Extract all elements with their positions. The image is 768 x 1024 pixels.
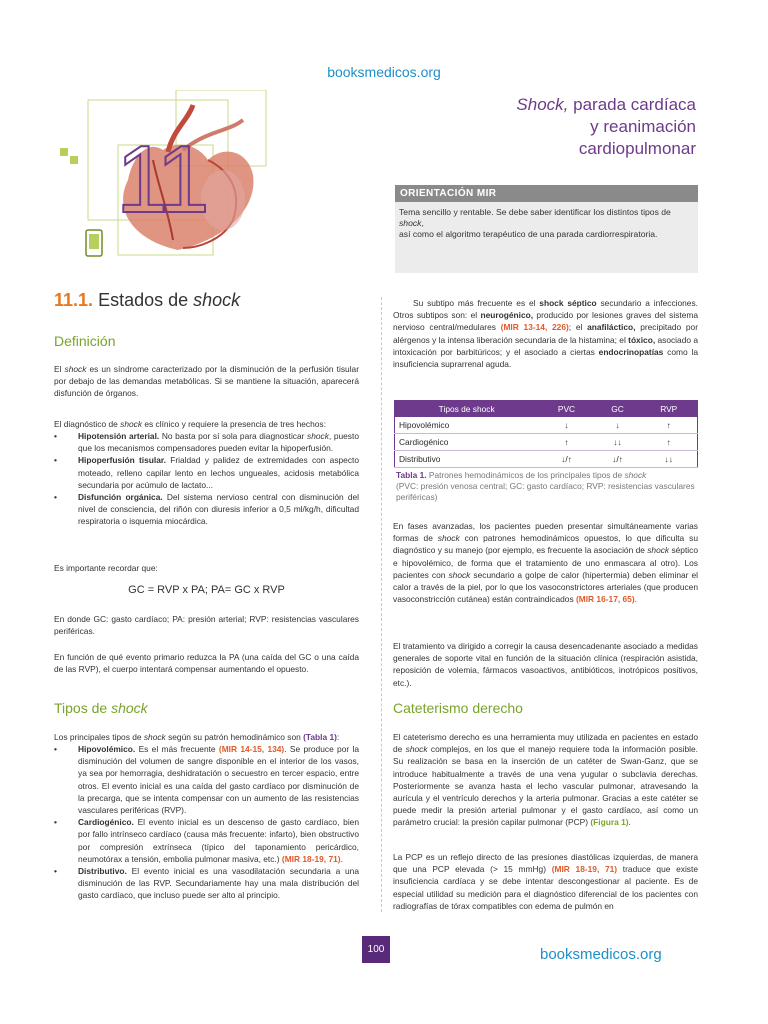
orientation-heading: ORIENTACIÓN MIR: [395, 185, 698, 202]
column-divider: [381, 297, 382, 912]
table-cell: ↓: [538, 417, 594, 434]
smartphone-icon: [86, 230, 102, 256]
fases-avanzadas: En fases avanzadas, los pacientes pueden presentar simultáneamente varias formas de shock con patrones hemodinámicos opuestos, lo que dificulta su diagnóstico y su manejo (por ejemplo, es frecuente la asociación de shock séptico e hipovolémico, de forma que el tratamiento de uno enmascara al otro). Los pacientes con shock secundario a golpe de calor (hipertermia) deben eliminar el calor a través de la piel, por lo que los vasoconstrictores arteriales (que producen vasoconstricción cutánea) están contraindicados (MIR 16-17, 65).: [393, 521, 698, 605]
definicion-p1: El shock es un síndrome caracterizado por la disminución de la perfusión tisular por debajo de las demandas metabólicas. Si se mantiene la situación, aparecerá disfunción de órganos.: [54, 364, 359, 399]
list-item: • Hipoperfusión tisular. Frialdad y palidez de extremidades con aspecto moteado, relleno capilar lento en lechos ungueales, acidosis metabólica secundaria por acúmulo de lactato...: [54, 454, 359, 491]
table-row: [395, 451, 698, 468]
heading-tipos: Tipos de shock: [54, 700, 148, 716]
formula: GC = RVP x PA; PA= GC x RVP: [128, 584, 285, 596]
table-row: [395, 434, 698, 451]
table-header: GC: [595, 401, 641, 418]
list-item: • Cardiogénico. El evento inicial es un descenso de gasto cardíaco, bien por fallo intrínseco cardíaco (causa más frecuente: infarto), bien obstructivo por compresión extrínseca (típico del taponamiento pericárdico, neumotórax a tensión, embolia pulmonar masiva, etc.) (MIR 18-19, 71).: [54, 816, 359, 865]
table-row: [395, 417, 698, 434]
table-caption: Tabla 1. Patrones hemodinámicos de los principales tipos de shock (PVC: presión venosa central; GC: gasto cardíaco; RVP: resistencias vasculares periféricas): [396, 470, 695, 502]
distributivo-continued: Su subtipo más frecuente es el shock séptico secundario a infecciones. Otros subtipos son: el neurogénico, producido por lesiones graves del sistema nervioso central/medulares (MIR 13-14, 226); el anafiláctico, precipitado por alérgenos y la intensa liberación secundaria de la histamina; el tóxico, asociado a intoxicación por barbitúricos; y el asociado a ciertas endocrinopatías como la insuficiencia suprarrenal aguda.: [393, 298, 699, 370]
list-item: • Distributivo. El evento inicial es una vasodilatación secundaria a una disminución de las RVP. Secundariamente hay una mala distribución del gasto cardíaco, que incluso puede ser alto al principio.: [54, 865, 359, 902]
definicion-bullets: [54, 430, 359, 528]
table-cell: ↑: [538, 434, 594, 451]
list-item: • Hipovolémico. Es el más frecuente (MIR 14-15, 134). Se produce por la disminución del volumen de sangre disponible en el interior de los vasos, ya sea por hemorragia, deshidratación o secuestro en tercer espacio, entre otros. El evento inicial es una caída del gasto cardíaco por disminución de la precarga, que se intenta compensar con un aumento de las resistencias vasculares periféricas (RVP).: [54, 743, 359, 816]
definicion-p5: En función de qué evento primario reduzca la PA (una caída del GC o una caída de las RVP), el cuerpo intentará compensar aumentando el opuesto.: [54, 652, 359, 675]
list-item: • Hipotensión arterial. No basta por sí sola para diagnosticar shock, puesto que los mecanismos compensadores pueden evitar la hipoperfusión.: [54, 430, 359, 454]
table-header: PVC: [538, 401, 594, 418]
heading-definicion: Definición: [54, 333, 116, 349]
definicion-p2: El diagnóstico de shock es clínico y requiere la presencia de tres hechos:: [54, 419, 326, 429]
tratamiento: El tratamiento va dirigido a corregir la causa desencadenante asociado a medidas generales de soporte vital en función de la situación clínica (respiración asistida, reposición de volemia, fármacos vasoactivos, antibióticos, inotrópicos positivos, etc.).: [393, 641, 698, 688]
table-header-row: [395, 401, 698, 418]
site-link-top[interactable]: booksmedicos.org: [327, 64, 441, 80]
site-link-bottom[interactable]: booksmedicos.org: [540, 946, 662, 963]
heading-cateterismo: Cateterismo derecho: [393, 700, 523, 716]
definicion-p4: En donde GC: gasto cardíaco; PA: presión arterial; RVP: resistencias vasculares periféricas.: [54, 614, 359, 637]
cateterismo-p1: El cateterismo derecho es una herramienta muy utilizada en pacientes en estado de shock complejos, en los que el manejo requiere toda la información posible. Su realización se basa en la inserción de un catéter de Swan-Ganz, que se introduce habitualmente a través de una vena yugular o subclavia derechas. Posteriormente se avanza hasta el lecho vascular pulmonar, atravesando la aurícula y el ventrículo derechos y la arteria pulmonar. Gracias a este catéter se puede medir la presión arterial pulmonar y el gasto cardíaco, así como un parámetro crucial: la presión capilar pulmonar (PCP) (Figura 1).: [393, 732, 698, 828]
table-cell: ↓↓: [640, 451, 697, 468]
section-title: 11.1. Estados de shock: [54, 290, 241, 310]
figure-ref-link[interactable]: (Figura 1): [590, 817, 629, 828]
chapter-number: 11: [116, 126, 204, 233]
table-cell: ↓: [595, 417, 641, 434]
list-item: • Disfunción orgánica. Del sistema nervioso central con disminución del nivel de consciencia, del riñón con diuresis inferior a 0,5 ml/kg/h, dificultad respiratoria o isquemia miocárdica.: [54, 491, 359, 528]
table-header: Tipos de shock: [395, 401, 539, 418]
tipos-bullets: [54, 743, 359, 902]
cateterismo-p2: La PCP es un reflejo directo de las presiones diastólicas izquierdas, de manera que una PCP elevada (> 15 mmHg) (MIR 18-19, 71) traduce que existe insuficiencia cardíaca y se debe intentar descongestionar al paciente. Es de especial utilidad su medición para el diagnóstico diferencial de los pacientes con radiografías de tórax compatibles con edema de pulmón en: [393, 852, 698, 911]
hemodynamic-table: [394, 400, 698, 468]
table-cell: ↑: [640, 417, 697, 434]
table-cell: ↓/↑: [595, 451, 641, 468]
table-cell: ↓↓: [595, 434, 641, 451]
page-number: 100: [362, 936, 390, 963]
table-cell: Hipovolémico: [395, 417, 539, 434]
orientation-text: Tema sencillo y rentable. Se debe saber identificar los distintos tipos de shock, así como el algoritmo terapéutico de una parada cardiorrespiratoria.: [399, 207, 671, 239]
table-cell: ↑: [640, 434, 697, 451]
chapter-hero-graphic: [58, 90, 288, 260]
tipos-intro: Los principales tipos de shock según su patrón hemodinámico son (Tabla 1):: [54, 732, 340, 742]
table-cell: Distributivo: [395, 451, 539, 468]
table-cell: Cardiogénico: [395, 434, 539, 451]
table-cell: ↓/↑: [538, 451, 594, 468]
definicion-p3: Es importante recordar que:: [54, 563, 158, 573]
chapter-title: Shock, parada cardíaca y reanimación cardiopulmonar: [516, 95, 696, 158]
table-header: RVP: [640, 401, 697, 418]
table-ref-link[interactable]: (Tabla 1): [303, 732, 337, 742]
